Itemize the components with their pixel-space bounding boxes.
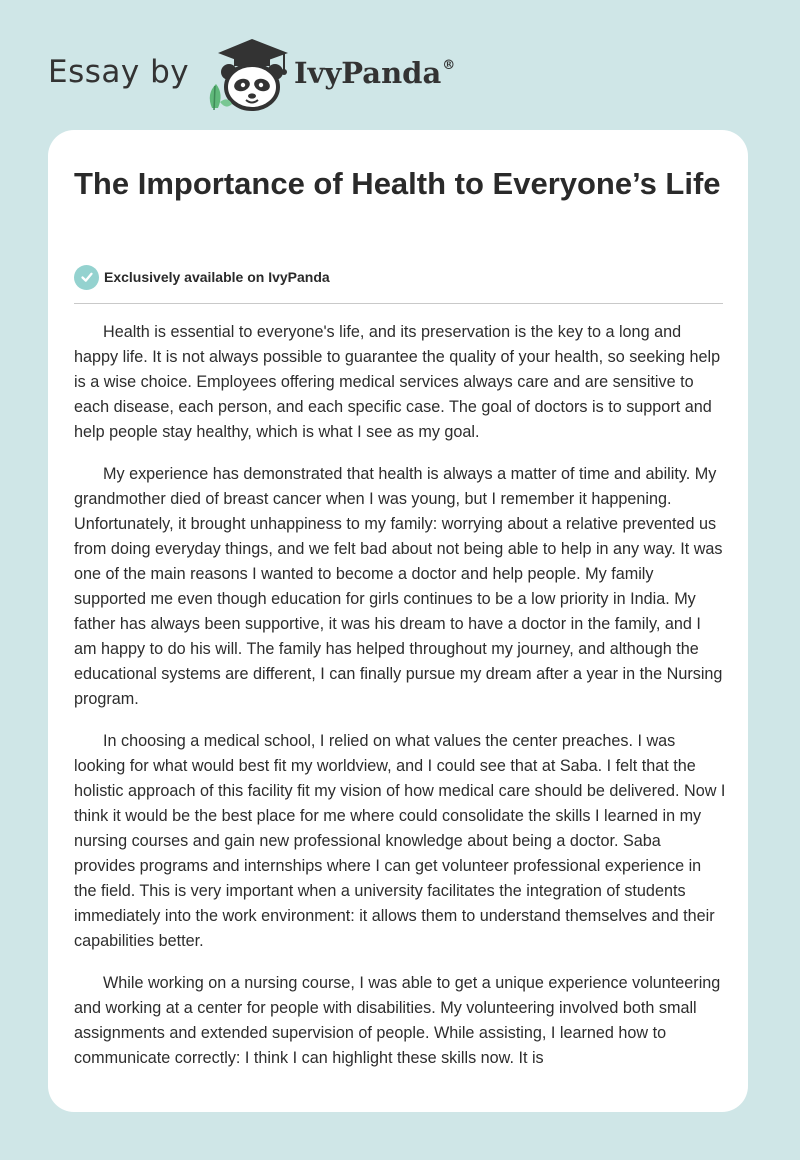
exclusive-badge-label: Exclusively available on IvyPanda <box>104 269 330 285</box>
paragraph: While working on a nursing course, I was able to get a unique experience volunteering and working at a center for people with disabilities. My volunteering involved both small assignments and extended supervision of people. While assisting, I learned how to communicate correctly: I think I can highlight these skills now. It is <box>74 974 721 1067</box>
site-header <box>48 36 508 112</box>
registered-mark: ® <box>442 58 456 73</box>
essay-by-label: Essay by <box>48 54 190 90</box>
paragraph: Health is essential to everyone's life, and its preservation is the key to a long and happy life. It is not always possible to guarantee the quality of your health, so seeking help is a wise choice. Employees offering medical services always care and are sensitive to each disease, each person, and each specific case. The goal of doctors is to support and help people stay healthy, which is what I see as my goal. <box>74 323 721 441</box>
brand-label: IvyPanda <box>294 56 442 90</box>
check-icon <box>74 265 99 290</box>
brand-name <box>294 56 455 90</box>
essay-title: The Importance of Health to Everyone’s Life <box>74 166 721 201</box>
panda-graduate-icon <box>204 36 294 112</box>
essay-card <box>48 130 748 1112</box>
paragraph: In choosing a medical school, I relied on what values the center preaches. I was looking for what would best fit my worldview, and I could see that at Saba. I felt that the holistic approach of this facility fit my vision of how medical care should be delivered. Now I think it would be the best place for me where could consolidate the skills I learned in my nursing courses and gain new professional knowledge about being a doctor. Saba provides programs and internships where I can get volunteer professional experience in the field. This is very important when a university facilitates the integration of students immediately into the work environment: it allows them to understand themselves and their capabilities better. <box>74 732 726 950</box>
divider <box>74 303 723 304</box>
essay-body <box>74 320 726 1088</box>
exclusive-badge <box>74 264 330 290</box>
paragraph: My experience has demonstrated that health is always a matter of time and ability. My grandmother died of breast cancer when I was young, but I remember it happening. Unfortunately, it brought unhappiness to my family: worrying about a relative prevented us from doing everyday things, and we felt bad about not being able to help in any way. It was one of the main reasons I wanted to become a doctor and help people. My family supported me even though education for girls continues to be a low priority in India. My father has always been supportive, it was his dream to have a doctor in the family, and I am happy to do his will. The family has helped throughout my journey, and although the educational systems are different, I can finally pursue my dream after a year in the Nursing program. <box>74 465 723 708</box>
